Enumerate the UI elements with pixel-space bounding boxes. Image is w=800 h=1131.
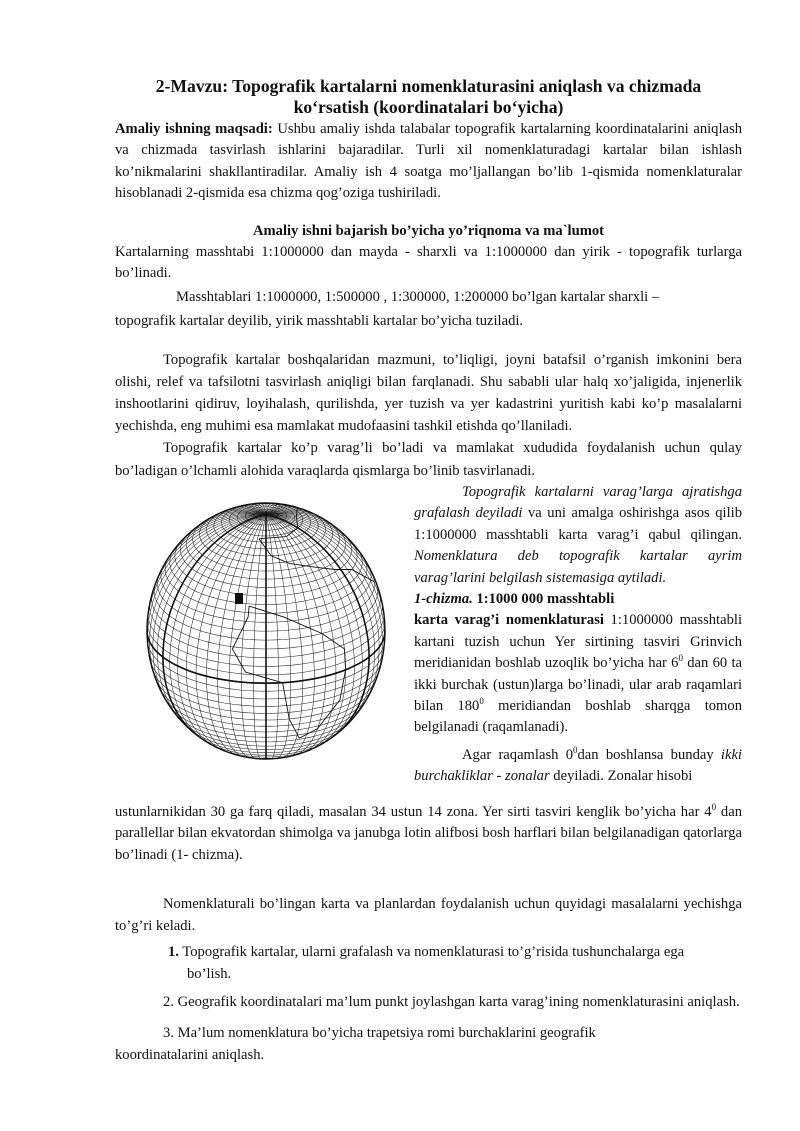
paragraph-2-line-2: topografik kartalar deyilib, yirik masshtabli kartalar bo’yicha tuziladi. [115, 313, 524, 330]
guide-heading [115, 221, 742, 242]
title-line-2: ko‘rsatish (koordinatalari bo‘yicha) [293, 97, 564, 117]
side-text-3c: deyiladi. Zonalar hisobi [549, 768, 693, 785]
side-text-3b: dan boshlansa bunday [577, 746, 721, 763]
figure-caption [414, 589, 742, 610]
list-item-1-line-2: bo’lish. [187, 966, 232, 983]
paragraph-3: Topografik kartalar boshqalaridan mazmuni, to’liqligi, joyni batafsil o’rganish imkonini bera olishi, relef va tafsilotni tasvirlash aniqligi bilan farqlanadi. Shu sababli ular halq xo’jaligida, injenerlik inshootlarini qidiruv, loyihalash, qurilishda, yer tuzish va yer kadastrini yuritish kabi ko’p masalalarni yechishda, eng muhimi esa mamlakat mudofaasini tashkil etishda qo’llaniladi. [115, 351, 742, 435]
zones-term: ikki burchakliklar - zonalar [414, 746, 742, 785]
globe-grid-icon [143, 500, 389, 762]
degree-sup-3: 0 [573, 744, 578, 755]
paragraph-5a: ustunlarnikidan 30 ga farq qiladi, masalan 34 ustun 14 zona. Yer sirti tasviri kenglik bo’yicha har 4 [115, 803, 712, 820]
paragraph-6: Nomenklaturali bo’lingan karta va planlardan foydalanish uchun quyidagi masalalarni yechishga to’g’ri keladi. [115, 896, 742, 934]
side-paragraph-3 [414, 745, 742, 788]
paragraph-2-line-1: Masshtablari 1:1000000, 1:500000 , 1:300000, 1:200000 bo’lgan kartalar sharxli – [176, 288, 660, 305]
side-text-1: va uni amalga oshirishga asos qilib 1:1000000 masshtabli karta varag’i qabul qilingan. [414, 505, 742, 543]
side-paragraph-2 [414, 610, 742, 738]
list-item-1 [115, 942, 742, 963]
list-item-3-line-2: koordinatalarini aniqlash. [115, 1046, 265, 1063]
paragraph-5b: dan parallellar bilan ekvatordan shimolga va janubga lotin alifbosi bosh harflari bilan belgilanadigan qatorlarga bo’linadi (1- chizma). [115, 803, 742, 863]
pole-label: I [264, 509, 268, 518]
list-item-1-text: Topografik kartalar, ularni grafalash va nomenklaturasi to’g’risida tushunchalarga ega [178, 943, 685, 960]
aim-text: Ushbu amaliy ishda talabalar topografik kartalarning koordinatalarini aniqlash va chizmada tasvirlash ishlarini bajaradilar. Turli xil nomenklaturadagi kartalar bilan ishlash ko’nikmalarini shakllantiradilar. Amaliy ish 4 soatga mo’ljallangan bo’lib 1-qismida nomenklaturalar hisoblanadi 2-qismida esa chizma qog’oziga tushiriladi. [115, 121, 742, 202]
side-text-2c: meridiandan boshlab sharqga tomon belgilanadi (raqamlanadi). [414, 697, 742, 736]
aim-paragraph [115, 119, 742, 205]
side-text [414, 482, 742, 788]
list-item-2: 2. Geografik koordinatalari ma’lum punkt joylashgan karta varag’ining nomenklaturasini aniqlash. [163, 993, 740, 1010]
figure-caption-1: 1:1000 000 masshtabli [472, 590, 615, 607]
map-sheet-marker [235, 593, 243, 604]
side-text-2a: 1:1000000 masshtabli kartani tuzish uchun Yer sirtining tasviri Grinvich meridianidan boshlab uzoqlik bo’yicha har 6 [414, 612, 743, 672]
globe-figure [143, 500, 389, 762]
paragraph-1: Kartalarning masshtabi 1:1000000 dan mayda - sharxli va 1:1000000 dan yirik - topografik turlarga bo’linadi. [115, 244, 742, 282]
paragraph-4: Topografik kartalar ko’p varag’li bo’ladi va mamlakat xududida foydalanish uchun qulay bo’ladigan o’lchamli alohida varaqlarda qismlarga bo’linib tasvirlanadi. [115, 440, 742, 479]
side-text-2b: dan 60 ta ikki burchak (ustun)larga bo’linadi, ular arab raqamlari bilan 180 [414, 655, 742, 714]
degree-sup-4: 0 [711, 801, 717, 812]
figure-caption-2: karta varag’i nomenklaturasi [414, 612, 604, 629]
side-paragraph-1 [414, 482, 742, 589]
guide-heading-text: Amaliy ishni bajarish bo’yicha yo’riqnoma va ma`lumot [252, 222, 605, 239]
paragraph-5 [115, 802, 742, 866]
document-page [115, 76, 742, 1066]
aim-label: Amaliy ishning maqsadi: [115, 121, 273, 137]
figure-label: 1-chizma. [414, 590, 473, 607]
title-line-1: 2-Mavzu: Topografik kartalarni nomenklaturasini aniqlash va chizmada [155, 76, 702, 96]
page-title [115, 76, 742, 118]
list-item-1-number: 1. [168, 943, 179, 960]
grafalash-definition: Topografik kartalarni varag’larga ajratishga grafalash deyiladi [414, 483, 742, 522]
figure-section [115, 482, 742, 806]
degree-sup-1: 0 [678, 653, 683, 664]
list-item-3-line-1: 3. Ma’lum nomenklatura bo’yicha trapetsiya romi burchaklarini geografik [163, 1025, 596, 1042]
side-text-3a: Agar raqamlash 0 [462, 746, 573, 763]
degree-sup-2: 0 [479, 695, 484, 706]
nomenclature-definition: Nomenklatura deb topografik kartalar ayrim varag’larini belgilash sistemasiga aytiladi. [414, 548, 742, 586]
